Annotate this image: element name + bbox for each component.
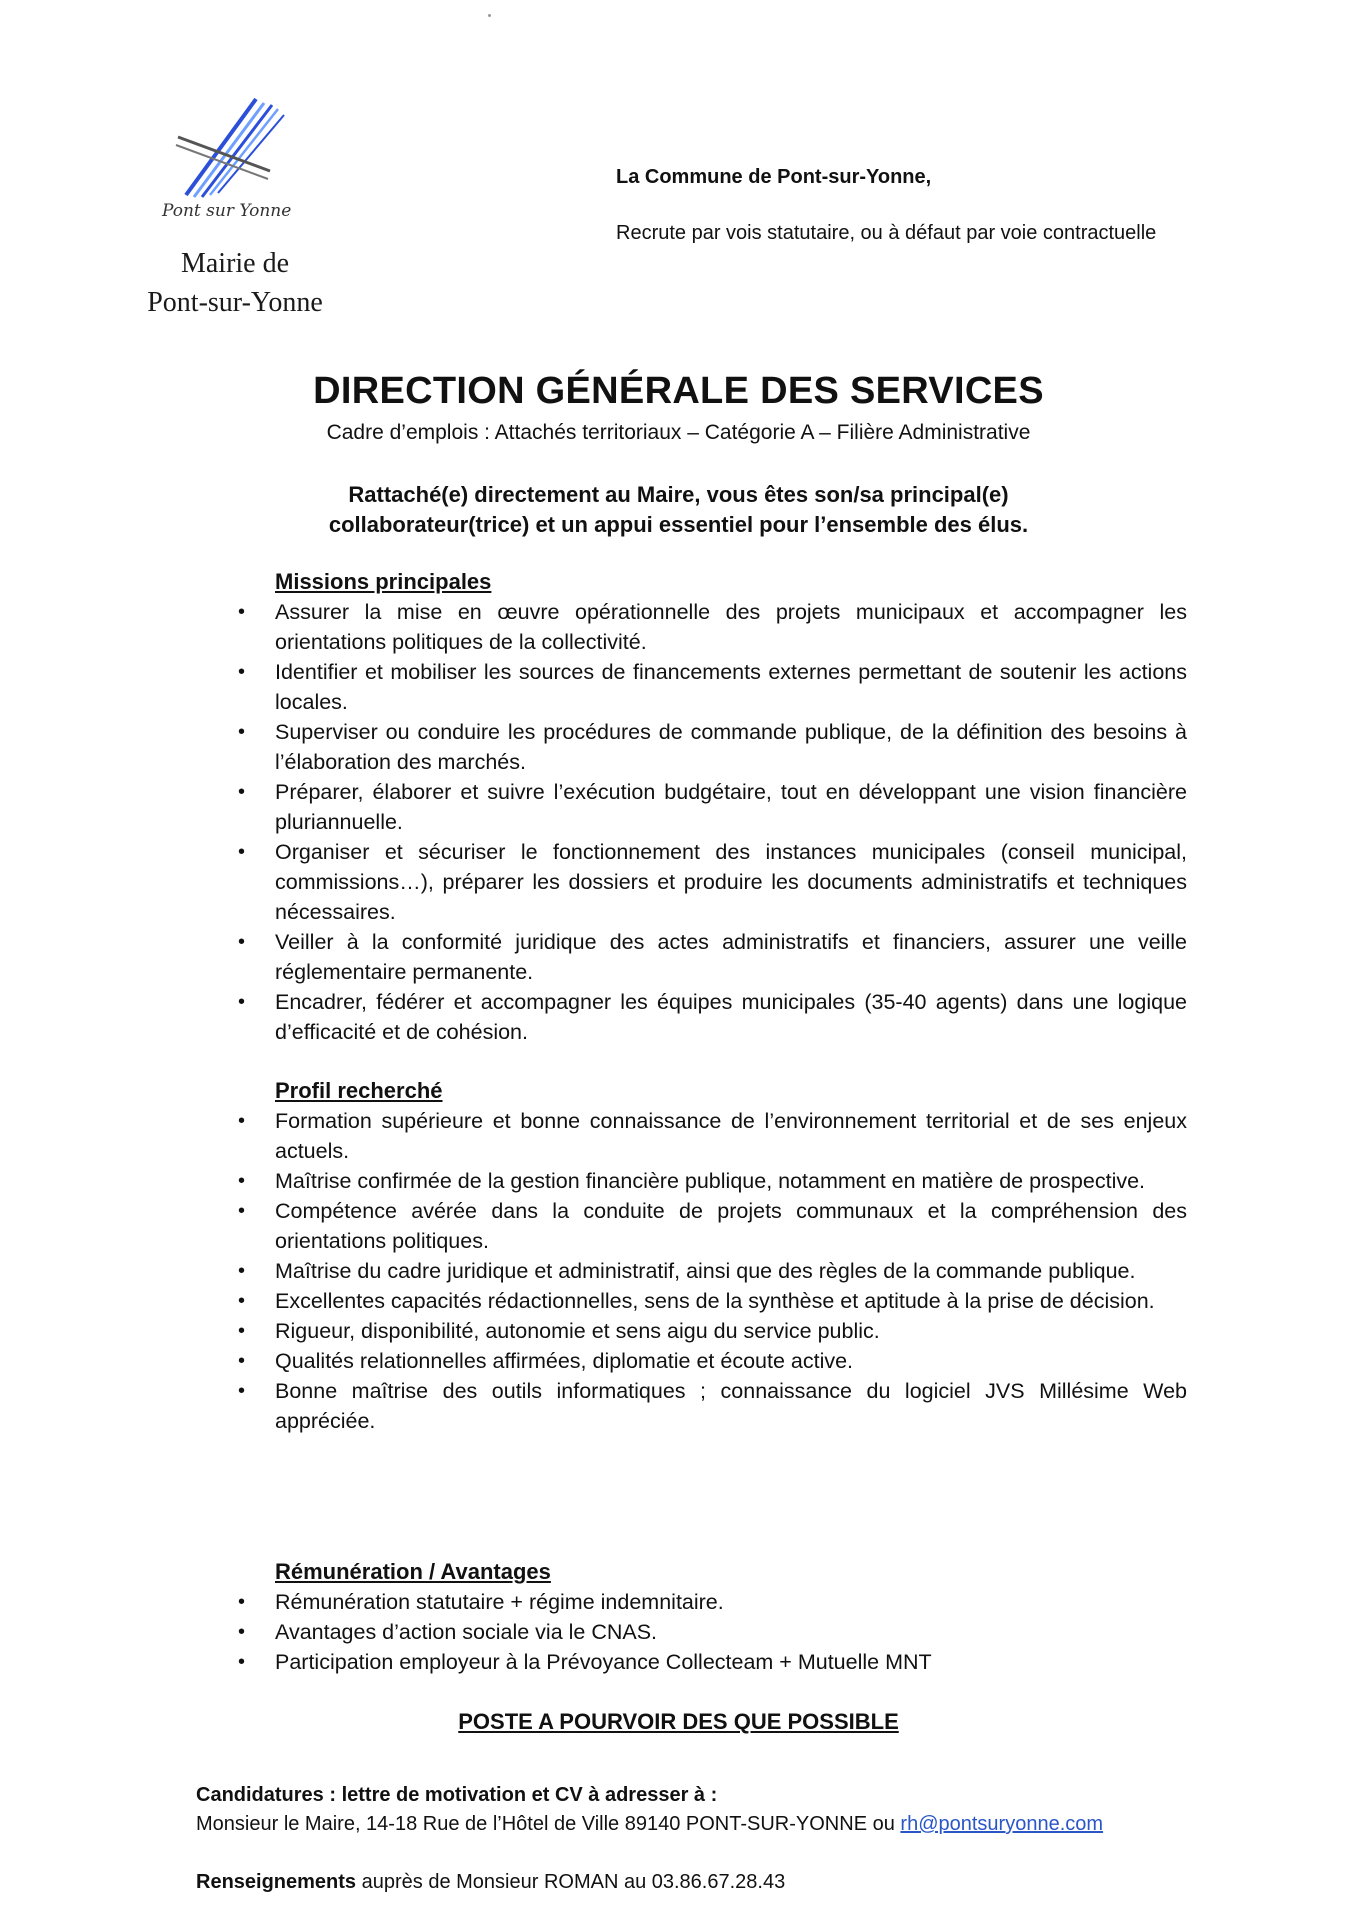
bullet-icon: • xyxy=(238,601,246,623)
bullet-icon: • xyxy=(238,1320,246,1342)
logo-mark-icon xyxy=(158,95,308,205)
list-item: • Maîtrise du cadre juridique et administratif, ainsi que des règles de la commande publique. xyxy=(275,1256,1187,1286)
candidatures-label: Candidatures : lettre de motivation et CV à adresser à : xyxy=(196,1784,718,1806)
list-item: • Superviser ou conduire les procédures de commande publique, de la définition des besoins à l’élaboration des marchés. xyxy=(275,717,1187,777)
commune-heading: La Commune de Pont-sur-Yonne, xyxy=(616,166,932,188)
bullet-icon: • xyxy=(238,1380,246,1402)
bullet-icon: • xyxy=(238,781,246,803)
list-item: • Formation supérieure et bonne connaissance de l’environnement territorial et de ses enjeux actuels. xyxy=(275,1106,1187,1166)
bullet-icon: • xyxy=(238,1621,246,1643)
list-item: • Compétence avérée dans la conduite de projets communaux et la compréhension des orientations politiques. xyxy=(275,1196,1187,1256)
list-item: • Organiser et sécuriser le fonctionnement des instances municipales (conseil municipal, commissions…), préparer les dossiers et produire les documents administratifs et techniques nécessaires. xyxy=(275,837,1187,927)
bullet-icon: • xyxy=(238,1260,246,1282)
renseignements-line xyxy=(196,1871,785,1894)
list-item: • Bonne maîtrise des outils informatiques ; connaissance du logiciel JVS Millésime Web appréciée. xyxy=(275,1376,1187,1436)
list-item: • Assurer la mise en œuvre opérationnelle des projets municipaux et accompagner les orientations politiques de la collectivité. xyxy=(275,597,1187,657)
bullet-icon: • xyxy=(238,1350,246,1372)
candidatures-block xyxy=(196,1781,1103,1839)
bullet-icon: • xyxy=(238,1591,246,1613)
email-link[interactable]: rh@pontsuryonne.com xyxy=(900,1813,1104,1835)
list-item: • Maîtrise confirmée de la gestion financière publique, notamment en matière de prospective. xyxy=(275,1166,1187,1196)
remuneration-section xyxy=(0,1557,1357,1677)
bullet-icon: • xyxy=(238,931,246,953)
list-item: • Qualités relationnelles affirmées, diplomatie et écoute active. xyxy=(275,1346,1187,1376)
list-item: • Veiller à la conformité juridique des actes administratifs et financiers, assurer une veille réglementaire permanente. xyxy=(275,927,1187,987)
scan-speck xyxy=(488,14,491,17)
renseignements-text: auprès de Monsieur ROMAN au 03.86.67.28.43 xyxy=(356,1871,786,1893)
renseignements-label: Renseignements xyxy=(196,1871,357,1893)
list-item: • Identifier et mobiliser les sources de financements externes permettant de soutenir les actions locales. xyxy=(275,657,1187,717)
list-item: • Rigueur, disponibilité, autonomie et sens aigu du service public. xyxy=(275,1316,1187,1346)
mairie-line-1: Mairie de xyxy=(180,248,290,279)
mairie-name xyxy=(110,244,360,322)
bullet-icon: • xyxy=(238,991,246,1013)
page-title: DIRECTION GÉNÉRALE DES SERVICES xyxy=(313,370,1044,412)
bullet-icon: • xyxy=(238,1170,246,1192)
missions-section xyxy=(0,567,1357,1047)
bullet-icon: • xyxy=(238,721,246,743)
intro-line-2: collaborateur(trice) et un appui essentiel pour l’ensemble des élus. xyxy=(328,512,1029,537)
mairie-line-2: Pont-sur-Yonne xyxy=(147,287,323,318)
list-item: • Préparer, élaborer et suivre l’exécution budgétaire, tout en développant une vision financière pluriannuelle. xyxy=(275,777,1187,837)
list-item: • Rémunération statutaire + régime indemnitaire. xyxy=(275,1587,1187,1617)
list-item: • Excellentes capacités rédactionnelles, sens de la synthèse et aptitude à la prise de décision. xyxy=(275,1286,1187,1316)
list-item: • Avantages d’action sociale via le CNAS. xyxy=(275,1617,1187,1647)
bullet-icon: • xyxy=(238,1290,246,1312)
intro-text xyxy=(0,480,1357,540)
recrute-text: Recrute par vois statutaire, ou à défaut par voie contractuelle xyxy=(616,222,1157,244)
bullet-icon: • xyxy=(238,1110,246,1132)
candidatures-address: Monsieur le Maire, 14-18 Rue de l’Hôtel de Ville 89140 PONT-SUR-YONNE ou xyxy=(196,1813,901,1835)
bullet-icon: • xyxy=(238,661,246,683)
list-item: • Participation employeur à la Prévoyance Collecteam + Mutuelle MNT xyxy=(275,1647,1187,1677)
profil-section xyxy=(0,1076,1357,1436)
bullet-icon: • xyxy=(238,841,246,863)
profil-heading: Profil recherché xyxy=(275,1078,443,1103)
candidatures-address-line xyxy=(196,1810,1103,1839)
logo-script-text: Pont sur Yonne xyxy=(162,201,292,221)
bullet-icon: • xyxy=(238,1651,246,1673)
list-item: • Encadrer, fédérer et accompagner les équipes municipales (35-40 agents) dans une logique d’efficacité et de cohésion. xyxy=(275,987,1187,1047)
poste-banner: POSTE A POURVOIR DES QUE POSSIBLE xyxy=(458,1709,899,1734)
bullet-icon: • xyxy=(238,1200,246,1222)
page-subtitle: Cadre d’emplois : Attachés territoriaux – Catégorie A – Filière Administrative xyxy=(326,421,1031,444)
logo xyxy=(150,95,340,221)
intro-line-1: Rattaché(e) directement au Maire, vous êtes son/sa principal(e) xyxy=(348,482,1009,507)
remuneration-heading: Rémunération / Avantages xyxy=(275,1559,551,1584)
missions-heading: Missions principales xyxy=(275,569,492,594)
